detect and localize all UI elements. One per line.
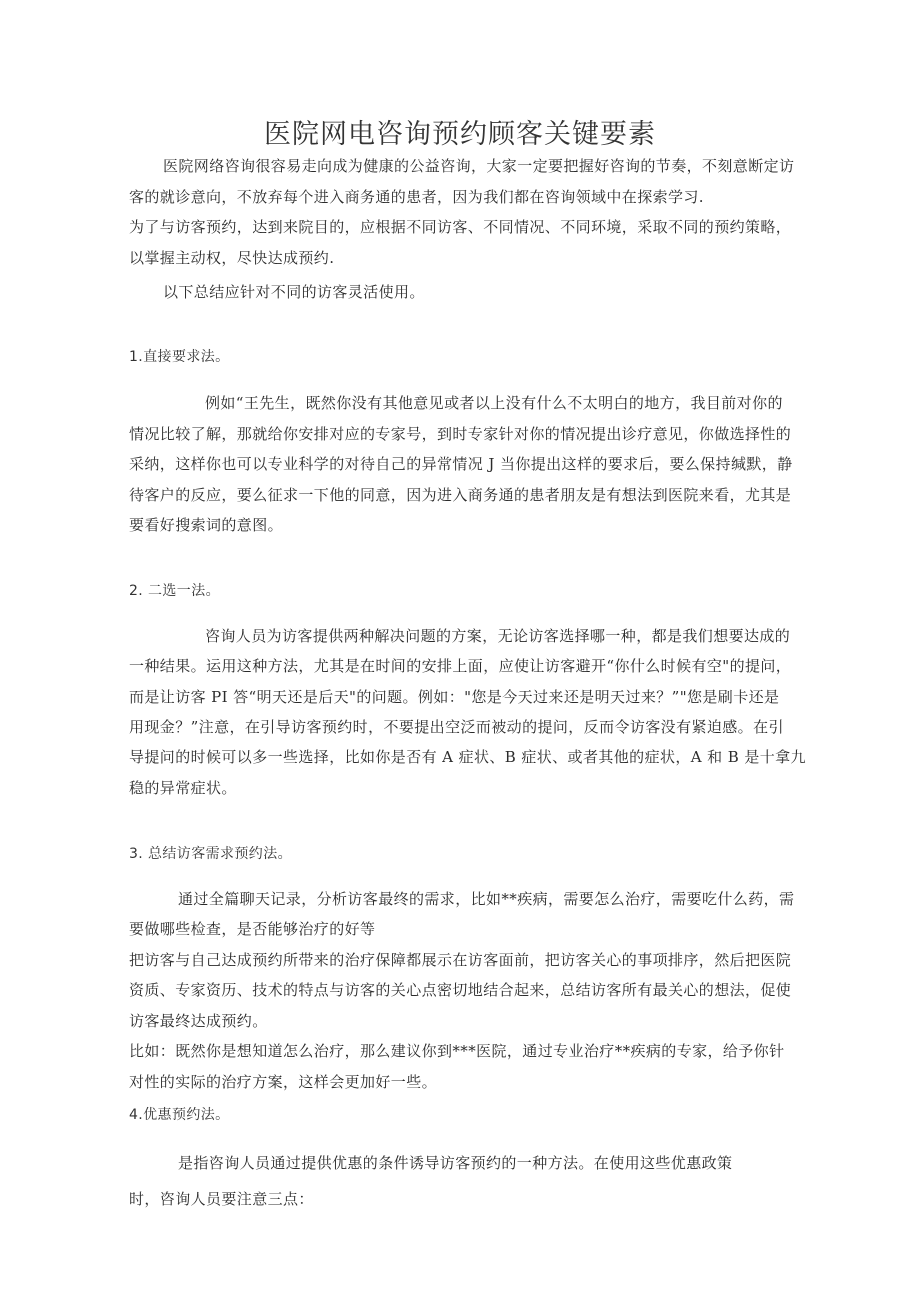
section4-line2: 时，咨询人员要注意三点： [129,1190,314,1208]
section3-line4: 资质、专家资历、技术的特点与访客的关心点密切地结合起来，总结访客所有最关心的想法，促使 [129,981,792,999]
section3-heading: 3. 总结访客需求预约法。 [129,846,293,862]
section1-line5: 要看好搜索词的意图。 [129,516,284,534]
section2-line3: 而是让访客 PI 答“明天还是后天"的问题。例如："您是今天过来还是明天过来？”"您是刷卡还是 [129,688,780,706]
document-title: 医院网电咨询预约顾客关键要素 [264,119,656,150]
section3-line2: 要做哪些检查，是否能够治疗的好等 [129,920,376,938]
section3-line7: 对性的实际的治疗方案，这样会更加好一些。 [129,1073,438,1091]
intro-p2-line1: 为了与访客预约，达到来院目的，应根据不同访客、不同情况、不同环境，采取不同的预约策略， [129,218,792,236]
section1-line1: 例如“王先生，既然你没有其他意见或者以上没有什么不太明白的地方，我目前对你的 [205,394,783,412]
section2-line4: 用现金？”注意，在引导访客预约时，不要提出空泛而被动的提问，反而令访客没有紧迫感。在引 [129,718,784,736]
section2-line5: 导提问的时候可以多一些选择，比如你是否有 A 症状、B 症状、或者其他的症状，A 和 B 是十拿九 [129,748,806,766]
section3-line1: 通过全篇聊天记录，分析访客最终的需求，比如**疾病，需要怎么治疗，需要吃什么药，需 [178,890,795,908]
section4-line1: 是指咨询人员通过提供优惠的条件诱导访客预约的一种方法。在使用这些优惠政策 [178,1154,733,1172]
section1-line3: 采纳，这样你也可以专业科学的对待自己的异常情况 J 当你提出这样的要求后，要么保持缄默，静 [129,455,793,473]
section1-line2: 情况比较了解，那就给你安排对应的专家号，到时专家针对你的情况提出诊疗意见，你做选择性的 [129,425,792,443]
section3-line5: 访客最终达成预约。 [129,1012,268,1030]
section3-line6: 比如：既然你是想知道怎么治疗，那么建议你到***医院，通过专业治疗**疾病的专家，给予你针 [129,1042,785,1060]
section4-heading: 4.优惠预约法。 [129,1107,230,1123]
section2-line6: 稳的异常症状。 [129,779,237,797]
section2-line1: 咨询人员为访客提供两种解决问题的方案，无论访客选择哪一种，都是我们想要达成的 [205,627,791,645]
section1-line4: 待客户的反应，要么征求一下他的同意，因为进入商务通的患者朋友是有想法到医院来看，尤其是 [129,486,792,504]
intro-p1-line1: 医院网络咨询很容易走向成为健康的公益咨询，大家一定要把握好咨询的节奏，不刻意断定访 [163,157,795,175]
section1-heading: 1.直接要求法。 [129,349,230,365]
intro-p2-line2: 以掌握主动权，尽快达成预约. [129,249,335,267]
intro-p1-line2: 客的就诊意向，不放弃每个进入商务通的患者，因为我们都在咨询领域中在探索学习. [129,188,704,206]
section3-line3: 把访客与自己达成预约所带来的治疗保障都展示在访客面前，把访客关心的事项排序，然后把医院 [129,951,792,969]
section2-line2: 一种结果。运用这种方法，尤其是在时间的安排上面，应使让访客避开“你什么时候有空"的提问， [129,657,792,675]
intro-p3: 以下总结应针对不同的访客灵活使用。 [163,283,425,301]
section2-heading: 2. 二选一法。 [129,583,221,599]
